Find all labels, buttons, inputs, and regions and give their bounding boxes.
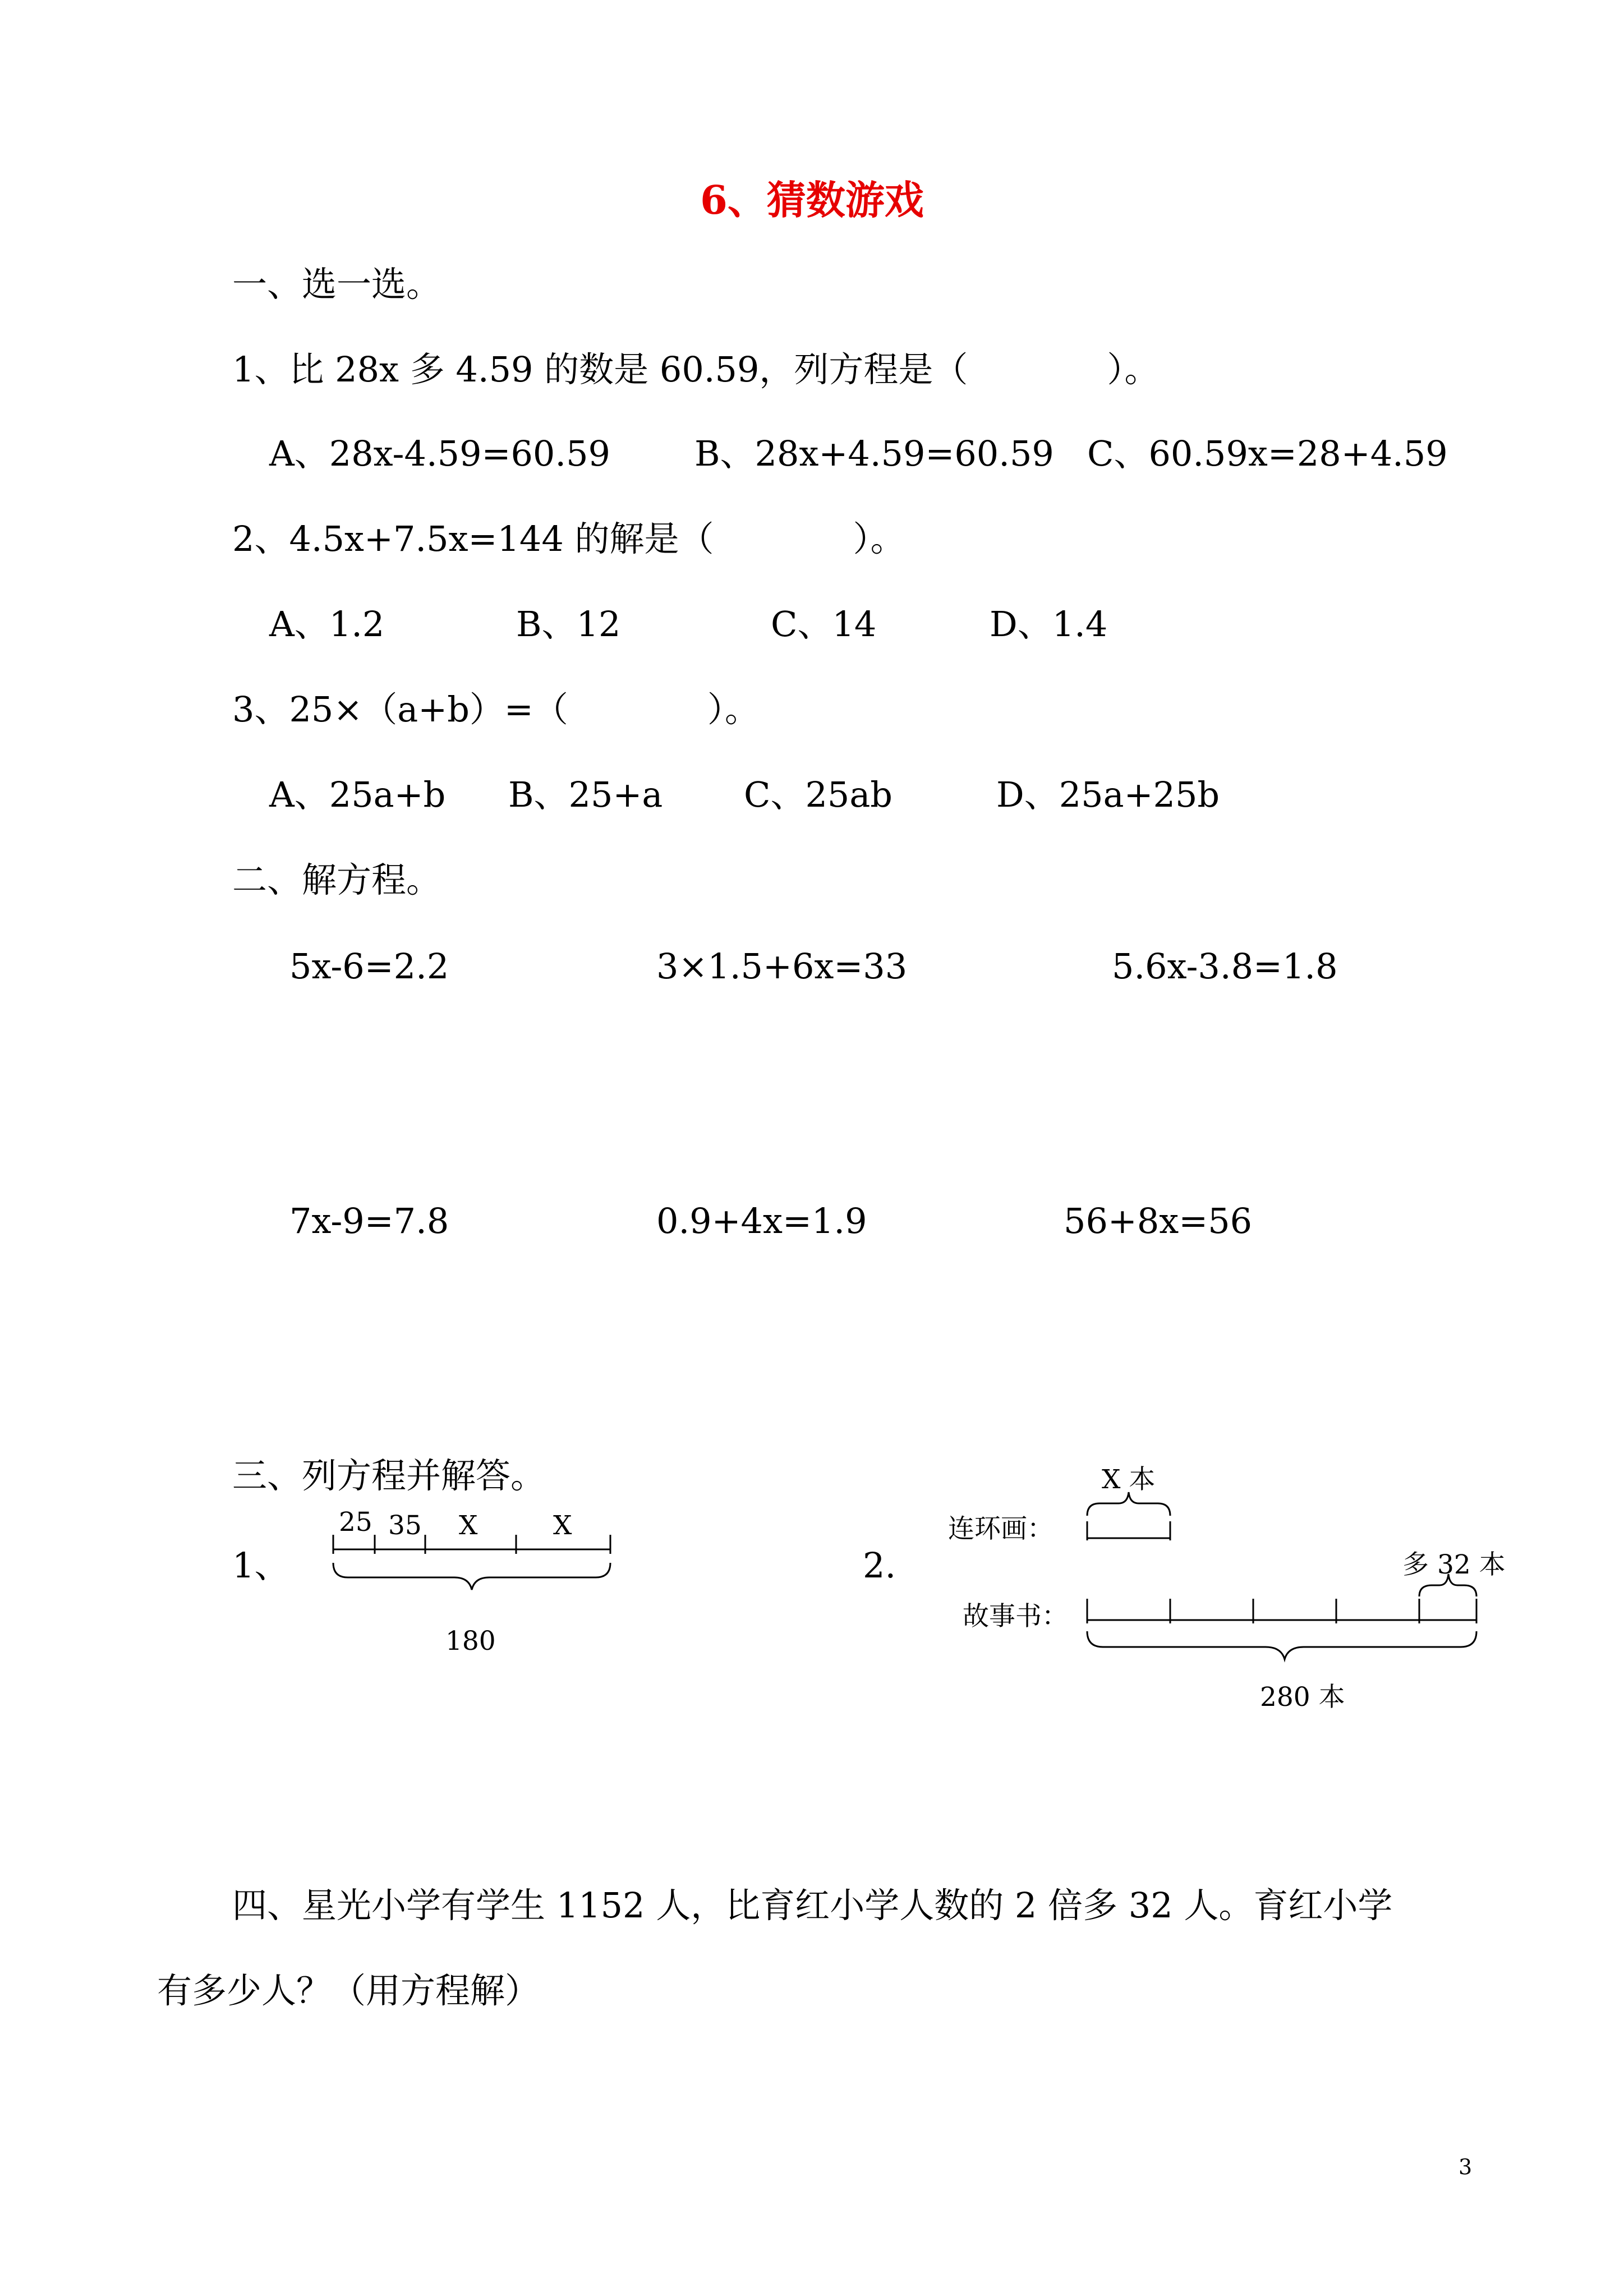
section1-heading: 一、选一选。 xyxy=(232,264,441,305)
q1-option-a: A、28x-4.59=60.59 xyxy=(269,433,610,474)
q1-option-c: C、60.59x=28+4.59 xyxy=(1087,433,1448,474)
q3-option-a: A、25a+b xyxy=(269,774,446,815)
q3-option-d: D、25a+25b xyxy=(996,774,1220,815)
diagram1-total: 180 xyxy=(445,1626,496,1657)
section3-heading: 三、列方程并解答。 xyxy=(232,1455,546,1496)
diagram2-total-brace xyxy=(1087,1631,1476,1659)
section4-line1: 四、星光小学有学生 1152 人，比育红小学人数的 2 倍多 32 人。育红小学 xyxy=(232,1885,1393,1926)
question-1: 1、比 28x 多 4.59 的数是 60.59，列方程是（ ）。 xyxy=(232,349,1160,390)
diagram2-extra-label: 多 32 本 xyxy=(1402,1549,1506,1580)
equation-4: 7x-9=7.8 xyxy=(289,1200,449,1241)
page-title: 6、猜数游戏 xyxy=(700,177,924,223)
q2-option-d: D、1.4 xyxy=(990,604,1108,645)
diagram1-segment-x1: X xyxy=(459,1510,478,1541)
diagram2-row1-label: 连环画： xyxy=(948,1513,1053,1544)
section2-heading: 二、解方程。 xyxy=(232,859,441,900)
equation-5: 0.9+4x=1.9 xyxy=(656,1200,867,1241)
page-number: 3 xyxy=(1459,2155,1473,2179)
q3-option-b: B、25+a xyxy=(508,774,663,815)
question-3: 3、25×（a+b）=（ ）。 xyxy=(232,689,760,730)
q3-option-c: C、25ab xyxy=(744,774,892,815)
diagram2-total: 280 本 xyxy=(1260,1682,1345,1713)
q2-option-b: B、12 xyxy=(516,604,621,645)
diagram1-segment-x2: X xyxy=(553,1510,572,1541)
diagram2-label: 2. xyxy=(863,1545,896,1586)
equation-1: 5x-6=2.2 xyxy=(289,946,449,987)
diagram2-row1-brace xyxy=(1087,1492,1170,1516)
equation-3: 5.6x-3.8=1.8 xyxy=(1112,946,1338,987)
diagram1-label: 1、 xyxy=(232,1545,289,1586)
question-2: 2、4.5x+7.5x=144 的解是（ ）。 xyxy=(232,518,905,559)
equation-2: 3×1.5+6x=33 xyxy=(656,946,908,987)
q1-option-b: B、28x+4.59=60.59 xyxy=(694,433,1054,474)
diagram1-brace xyxy=(333,1563,610,1590)
diagram2-row1-segment: X 本 xyxy=(1102,1464,1156,1495)
diagram1-segment-25: 25 xyxy=(339,1507,372,1538)
q2-option-c: C、14 xyxy=(771,604,877,645)
equation-6: 56+8x=56 xyxy=(1064,1200,1253,1241)
diagram2-row2-label: 故事书： xyxy=(963,1601,1068,1632)
section4-line2: 有多少人？（用方程解） xyxy=(157,1970,540,2011)
q2-option-a: A、1.2 xyxy=(269,604,385,645)
diagram1-segment-35: 35 xyxy=(388,1510,422,1541)
